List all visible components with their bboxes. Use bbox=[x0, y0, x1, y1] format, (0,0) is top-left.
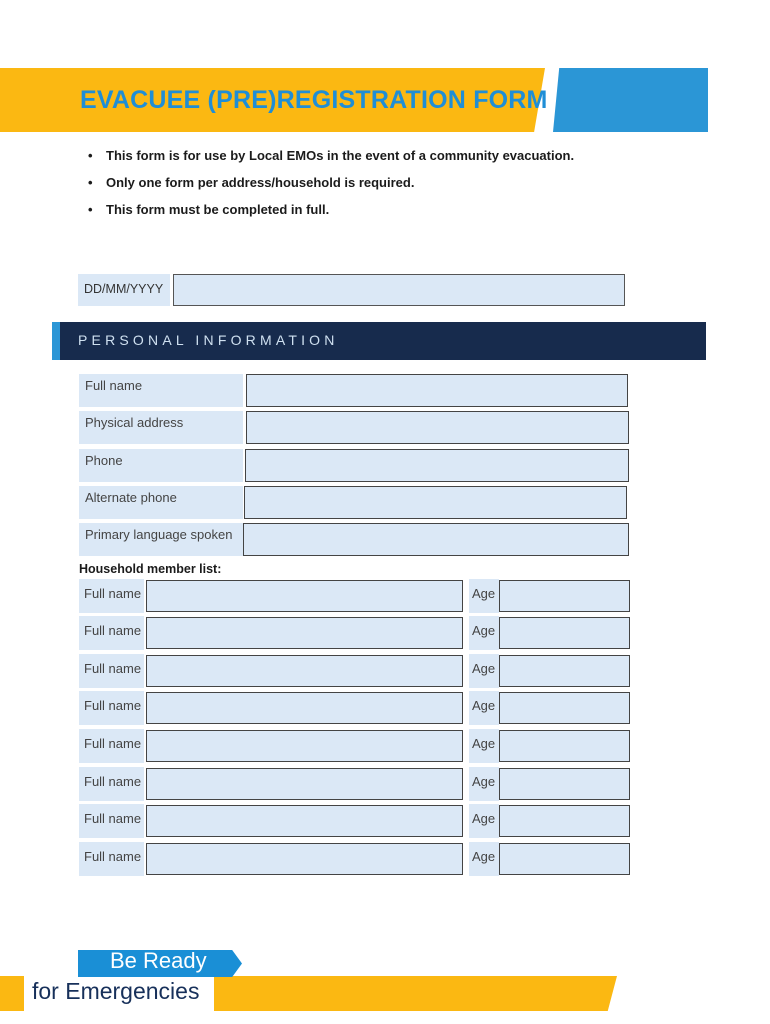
member-age-label: Age bbox=[469, 691, 499, 725]
member-age-input[interactable] bbox=[499, 805, 630, 837]
member-age-input[interactable] bbox=[499, 843, 630, 875]
member-name-input[interactable] bbox=[146, 843, 463, 875]
instruction-list bbox=[88, 146, 574, 227]
full-name-label: Full name bbox=[79, 374, 243, 407]
member-name-input[interactable] bbox=[146, 580, 463, 612]
member-age-input[interactable] bbox=[499, 768, 630, 800]
page-title: EVACUEE (PRE)REGISTRATION FORM bbox=[80, 86, 548, 114]
alternate-phone-input[interactable] bbox=[244, 486, 627, 519]
section-title: PERSONAL INFORMATION bbox=[78, 332, 339, 348]
bullet-icon: • bbox=[88, 202, 93, 217]
member-name-label: Full name bbox=[79, 579, 144, 613]
footer-tagline-line2: for Emergencies bbox=[32, 978, 200, 1004]
member-name-label: Full name bbox=[79, 767, 144, 801]
member-age-input[interactable] bbox=[499, 692, 630, 724]
header-accent bbox=[553, 68, 708, 132]
primary-language-label: Primary language spoken bbox=[79, 523, 243, 556]
household-list-title: Household member list: bbox=[79, 562, 222, 576]
member-age-label: Age bbox=[469, 616, 499, 650]
bullet-icon: • bbox=[88, 148, 93, 163]
primary-language-input[interactable] bbox=[243, 523, 629, 556]
physical-address-label: Physical address bbox=[79, 411, 243, 444]
member-name-label: Full name bbox=[79, 616, 144, 650]
member-age-label: Age bbox=[469, 729, 499, 763]
member-name-input[interactable] bbox=[146, 768, 463, 800]
member-age-label: Age bbox=[469, 804, 499, 838]
member-name-label: Full name bbox=[79, 842, 144, 876]
member-name-label: Full name bbox=[79, 729, 144, 763]
member-name-label: Full name bbox=[79, 804, 144, 838]
member-age-label: Age bbox=[469, 767, 499, 801]
member-age-input[interactable] bbox=[499, 655, 630, 687]
member-age-input[interactable] bbox=[499, 730, 630, 762]
member-age-input[interactable] bbox=[499, 617, 630, 649]
instruction-item: • This form is for use by Local EMOs in the event of a community evacuation. bbox=[88, 146, 574, 173]
physical-address-input[interactable] bbox=[246, 411, 629, 444]
member-name-label: Full name bbox=[79, 691, 144, 725]
member-name-input[interactable] bbox=[146, 730, 463, 762]
instruction-item: • Only one form per address/household is required. bbox=[88, 173, 574, 200]
alternate-phone-label: Alternate phone bbox=[79, 486, 243, 519]
bullet-icon: • bbox=[88, 175, 93, 190]
member-age-label: Age bbox=[469, 579, 499, 613]
phone-input[interactable] bbox=[245, 449, 629, 482]
date-input[interactable] bbox=[173, 274, 625, 306]
member-name-input[interactable] bbox=[146, 617, 463, 649]
member-age-label: Age bbox=[469, 654, 499, 688]
member-name-label: Full name bbox=[79, 654, 144, 688]
member-name-input[interactable] bbox=[146, 805, 463, 837]
footer-tagline-line1: Be Ready bbox=[110, 948, 207, 973]
member-age-input[interactable] bbox=[499, 580, 630, 612]
member-name-input[interactable] bbox=[146, 655, 463, 687]
member-age-label: Age bbox=[469, 842, 499, 876]
full-name-input[interactable] bbox=[246, 374, 628, 407]
instruction-item: • This form must be completed in full. bbox=[88, 200, 574, 227]
phone-label: Phone bbox=[79, 449, 243, 482]
date-label: DD/MM/YYYY bbox=[78, 274, 170, 306]
member-name-input[interactable] bbox=[146, 692, 463, 724]
